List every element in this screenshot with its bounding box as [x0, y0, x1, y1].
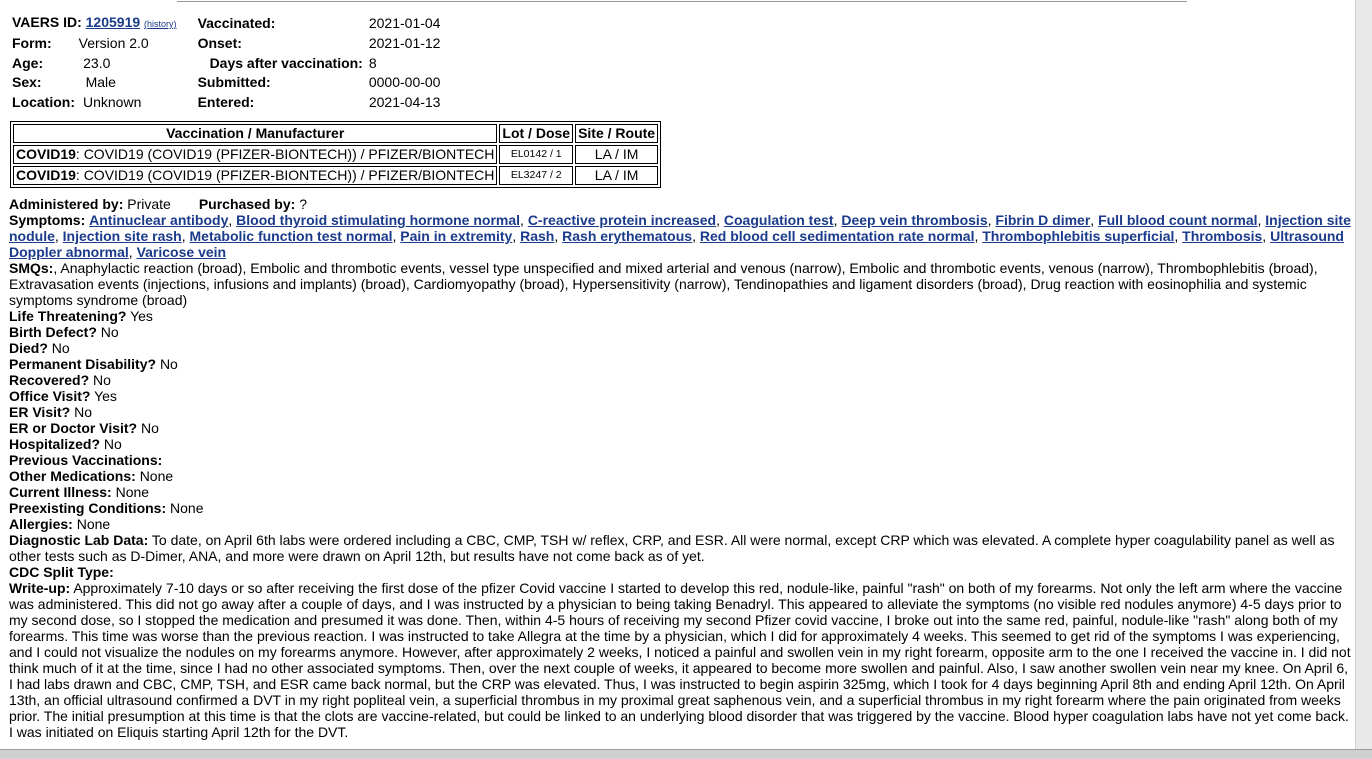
symptom-link[interactable]: Rash erythematous	[562, 228, 693, 244]
fields-list	[9, 308, 1355, 532]
writeup-line	[9, 580, 1355, 740]
onset-label: Onset:	[197, 35, 242, 52]
field-value: None	[115, 484, 150, 500]
vax-description: : COVID19 (COVID19 (PFIZER-BIONTECH)) / PFIZER/BIONTECH	[75, 167, 495, 183]
symptom-link[interactable]: C-reactive protein increased	[527, 212, 717, 228]
horizontal-scrollbar[interactable]	[0, 749, 1372, 759]
field-label: Current Illness:	[9, 484, 112, 500]
field-label: ER or Doctor Visit?	[9, 420, 138, 436]
age-label: Age:	[12, 54, 44, 71]
field-row	[9, 516, 1355, 532]
vaers-id-link[interactable]: 1205919	[85, 14, 141, 30]
col-header-vaccination: Vaccination / Manufacturer	[13, 124, 497, 143]
field-value: No	[51, 340, 70, 356]
field-row	[9, 484, 1355, 500]
lot-dose: EL0142 / 1	[499, 145, 573, 164]
submitted-value: 0000-00-00	[368, 74, 441, 91]
smqs-line	[9, 260, 1355, 308]
vax-type: COVID19	[16, 167, 76, 183]
sex-label: Sex:	[12, 74, 42, 91]
lab-value: To date, on April 6th labs were ordered including a CBC, CMP, TSH w/ reflex, CRP, and ESR. All were normal, except CRP which was elevated. A complete hyper coagulability panel as well as other tests such as D-Dimer, ANA, and more were drawn on April 12th, but results have not come back as of yet.	[9, 532, 1335, 564]
table-row	[13, 145, 658, 164]
form-value: Version 2.0	[78, 35, 149, 52]
purchased-value: ?	[299, 196, 307, 212]
field-label: Birth Defect?	[9, 324, 97, 340]
symptom-link[interactable]: Varicose vein	[136, 244, 227, 260]
submitted-label: Submitted:	[197, 74, 271, 91]
smqs-label: SMQs:	[9, 260, 54, 276]
field-label: Allergies:	[9, 516, 73, 532]
field-value: No	[103, 436, 122, 452]
vertical-scrollbar[interactable]	[1355, 0, 1372, 759]
field-value: None	[170, 500, 204, 516]
field-row	[9, 308, 1355, 324]
field-label: Permanent Disability?	[9, 356, 157, 372]
administered-value: Private	[127, 196, 171, 212]
field-row	[9, 404, 1355, 420]
vaers-id-label: VAERS ID:	[12, 14, 82, 30]
field-row	[9, 468, 1355, 484]
administered-label: Administered by:	[9, 196, 124, 212]
field-value: No	[140, 420, 159, 436]
history-link[interactable]: (history)	[144, 19, 177, 29]
vaccinated-value: 2021-01-04	[368, 15, 441, 31]
field-value: Yes	[130, 308, 153, 324]
symptoms-label: Symptoms:	[9, 212, 86, 228]
cdc-line	[9, 564, 1355, 580]
symptom-link[interactable]: Thrombophlebitis superficial	[982, 228, 1175, 244]
days-after-label: Days after vaccination:	[209, 54, 363, 71]
field-value: None	[139, 468, 174, 484]
location-label: Location:	[12, 94, 75, 111]
lab-line	[9, 532, 1355, 564]
field-label: Recovered?	[9, 372, 90, 388]
writeup-label: Write-up:	[9, 580, 71, 596]
writeup-value: Approximately 7-10 days or so after receiving the first dose of the pfizer Covid vaccine I started to develop this red, nodule-like, painful "rash" on both of my forearms. Not only the left arm where the vaccine was administered. This did not go away after a couple of days, and I was instructed by a physician to being taking Benadryl. This appeared to alleviate the symptoms (no visible red nodules anymore) 4-5 days prior to my second dose, so I stopped the medication and presumed it was done. Then, within 4-5 hours of receiving my second Pfizer covid vaccine, I broke out into the same red, painful, nodule-like "rash" along both of my forearms. This time was worse than the previous reaction. I was instructed to take Allegra at the time by a physician, which I did for approximately 4 weeks. This seemed to get rid of the symptoms I was experiencing, and I could not visualize the nodules on my forearms anymore. However, after approximately 2 weeks, I noticed a painful and swollen vein in my right forearm, opposite arm to the one I received the vaccine in. I did not think much of it at the time, since I had no other associated symptoms. Then, over the next couple of weeks, it appeared to become more swollen and painful. Also, I saw another swollen vein near my knee. On April 6, I had labs drawn and CBC, CMP, TSH, and ESR came back normal, but the CRP was elevated. Thus, I was instructed to begin aspirin 325mg, which I took for 4 days beginning April 8th and ending April 12th. On April 13th, an official ultrasound confirmed a DVT in my right popliteal vein, a superficial thrombus in my proximal great saphenous vein, and a superficial thrombus in my right forearm where the pain originated from weeks prior. The initial presumption at this time is that the clots are vaccine-related, but could be linked to an underlying blood disorder that was triggered by the vaccine. Blood hyper coagulation labs have not yet come back. I was initiated on Eliquis starting April 12th for the DVT.	[9, 580, 1351, 740]
symptom-link[interactable]: Injection site nodule	[9, 212, 1351, 244]
field-label: Preexisting Conditions:	[9, 500, 167, 516]
symptom-link[interactable]: Ultrasound Doppler abnormal	[9, 228, 1344, 260]
field-label: Hospitalized?	[9, 436, 101, 452]
field-row	[9, 500, 1355, 516]
symptom-link[interactable]: Rash	[520, 228, 555, 244]
smqs-value: , Anaphylactic reaction (broad), Embolic and thrombotic events, vessel type unspecified and mixed arterial and venous (narrow), Embolic and thrombotic events, venous (narrow), Thrombophlebitis (broad), Extravasation events (injections, infusions and implants) (broad), Cardiomyopathy (broad), Hypersensitivity (narrow), Tendinopathies and ligament disorders (broad), Drug reaction with eosinophilia and systemic symptoms syndrome (broad)	[9, 260, 1318, 308]
table-row	[13, 166, 658, 185]
field-value: None	[76, 516, 111, 532]
field-label: Other Medications:	[9, 468, 136, 484]
sex-value: Male	[85, 74, 116, 91]
symptom-link[interactable]: Injection site rash	[62, 228, 182, 244]
field-row	[9, 324, 1355, 340]
top-divider	[177, 1, 1187, 2]
field-label: Office Visit?	[9, 388, 91, 404]
field-value: No	[93, 372, 111, 388]
field-label: Died?	[9, 340, 48, 356]
field-value: Yes	[94, 388, 117, 404]
symptom-link[interactable]: Red blood cell sedimentation rate normal	[699, 228, 975, 244]
site-route: LA / IM	[575, 145, 658, 164]
field-row	[9, 452, 1355, 468]
field-row	[9, 436, 1355, 452]
form-label: Form:	[12, 35, 52, 52]
symptoms-list: Antinuclear antibody, Blood thyroid stimulating hormone normal, C-reactive protein increased, Coagulation test, Deep vein thrombosis, Fibrin D dimer, Full blood count normal, Injection site nodule, Injection site rash, Metabolic function test normal, Pain in extremity, Rash, Rash erythematous, Red blood cell sedimentation rate normal, Thrombophlebitis superficial, Thrombosis, Ultrasound Doppler abnormal, Varicose vein	[9, 212, 1351, 260]
days-after-value: 8	[368, 54, 377, 71]
symptom-link[interactable]: Blood thyroid stimulating hormone normal	[236, 212, 521, 228]
site-route: LA / IM	[575, 166, 658, 185]
lab-label: Diagnostic Lab Data:	[9, 532, 149, 548]
field-value: No	[100, 324, 119, 340]
symptom-link[interactable]: Coagulation test	[723, 212, 834, 228]
field-row	[9, 356, 1355, 372]
cdc-label: CDC Split Type:	[9, 564, 114, 580]
symptom-link[interactable]: Antinuclear antibody	[89, 212, 229, 228]
vax-description: : COVID19 (COVID19 (PFIZER-BIONTECH)) / PFIZER/BIONTECH	[75, 146, 495, 162]
field-label: Life Threatening?	[9, 308, 127, 324]
symptom-link[interactable]: Full blood count normal	[1098, 212, 1258, 228]
vaccination-table-header	[13, 124, 658, 143]
field-value: No	[159, 356, 178, 372]
field-label: ER Visit?	[9, 404, 71, 420]
symptom-link[interactable]: Deep vein thrombosis	[841, 212, 988, 228]
field-label: Previous Vaccinations:	[9, 452, 163, 468]
symptoms-line	[9, 212, 1355, 260]
symptom-link[interactable]: Thrombosis	[1182, 228, 1263, 244]
entered-label: Entered:	[197, 94, 255, 111]
field-value: No	[74, 404, 92, 420]
onset-value: 2021-01-12	[368, 35, 441, 52]
col-header-site: Site / Route	[575, 124, 658, 143]
location-value: Unknown	[83, 94, 142, 111]
col-header-lot: Lot / Dose	[499, 124, 573, 143]
age-value: 23.0	[83, 54, 111, 71]
field-row	[9, 388, 1355, 404]
vax-type: COVID19	[16, 146, 76, 162]
field-row	[9, 420, 1355, 436]
entered-value: 2021-04-13	[368, 94, 441, 111]
report-header-table	[9, 13, 443, 112]
vaccinated-label: Vaccinated:	[197, 15, 276, 31]
symptom-link[interactable]: Pain in extremity	[400, 228, 513, 244]
administered-line	[9, 196, 1355, 212]
field-row	[9, 340, 1355, 356]
report-body	[9, 196, 1355, 740]
symptom-link[interactable]: Metabolic function test normal	[189, 228, 393, 244]
field-row	[9, 372, 1355, 388]
symptom-link[interactable]: Fibrin D dimer	[995, 212, 1091, 228]
vaccination-table	[10, 121, 661, 188]
purchased-label: Purchased by:	[198, 196, 296, 212]
lot-dose: EL3247 / 2	[499, 166, 573, 185]
